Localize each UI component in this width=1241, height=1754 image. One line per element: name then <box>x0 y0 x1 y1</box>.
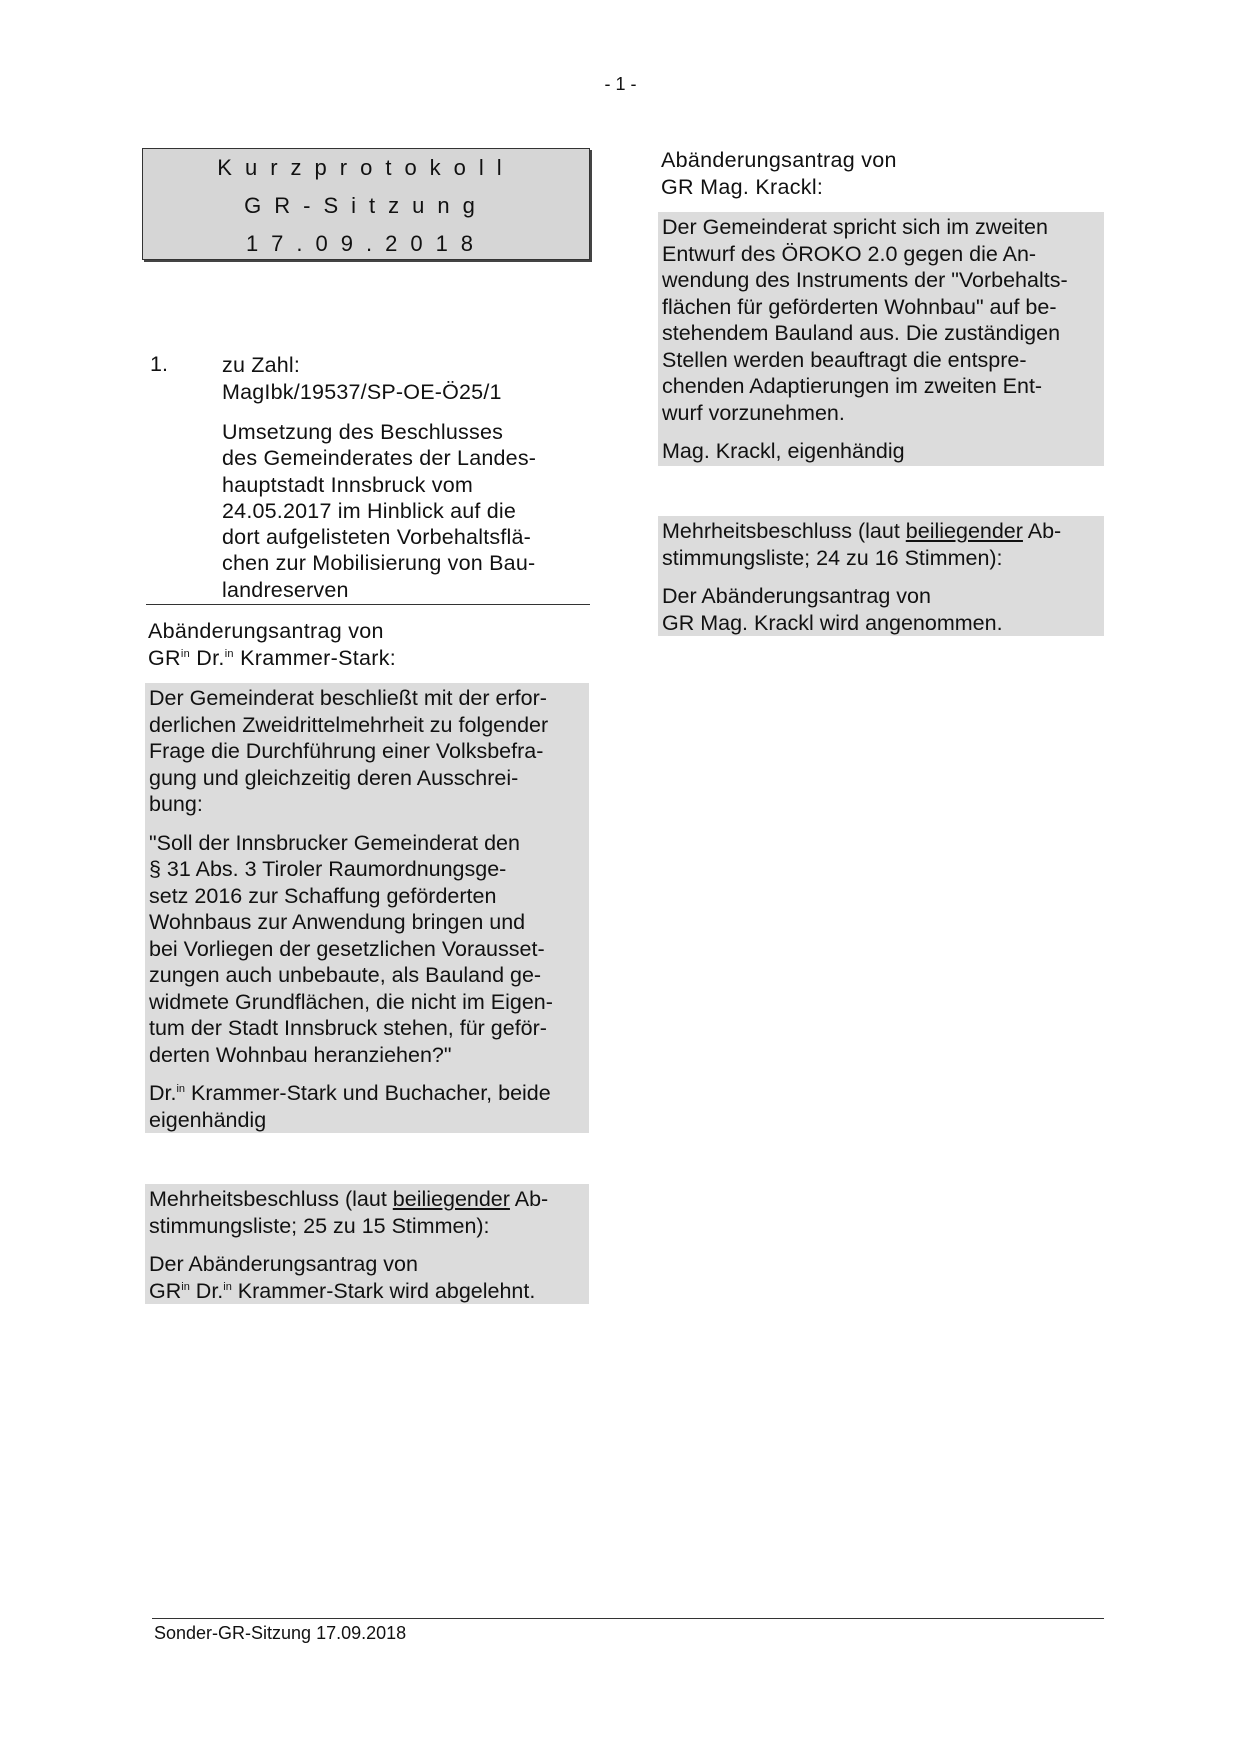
motion-line: wurf vorzunehmen. <box>662 400 845 425</box>
zahl-value: MagIbk/19537/SP-OE-Ö25/1 <box>222 379 502 404</box>
amendment-heading-line: $GR^{in}$ Dr.$^{in}$ Krammer-Stark: <box>148 645 397 670</box>
beiliegender-link: beiliegender <box>905 519 1023 543</box>
section-divider <box>146 604 590 605</box>
motion-line: Der Gemeinderat beschließt mit der erfor- <box>149 686 547 710</box>
question-line: bei Vorliegen der gesetzlichen Vorausset- <box>149 936 545 961</box>
question-line: widmete Grundflächen, die nicht im Eigen- <box>149 989 553 1014</box>
zahl-label: zu Zahl: <box>222 353 301 377</box>
question-line: setz 2016 zur Schaffung geförderten <box>149 883 497 908</box>
session-date: 17.09.2018 <box>245 231 487 256</box>
question-line: § 31 Abs. 3 Tiroler Raumordnungsge- <box>149 857 507 881</box>
footer-text: Sonder-GR-Sitzung 17.09.2018 <box>154 1623 407 1643</box>
agenda-item <box>222 352 582 603</box>
motion-line: wendung des Instruments der "Vorbehalts- <box>662 268 1068 292</box>
question-line: tum der Stadt Innsbruck stehen, für geför- <box>149 1016 547 1040</box>
question-line: derten Wohnbau heranziehen?" <box>149 1042 452 1067</box>
result-line: Der Abänderungsantrag von <box>149 1252 418 1276</box>
session-name: GR-Sitzung <box>244 193 488 218</box>
left-amendment-heading <box>148 618 588 671</box>
subject-line: 24.05.2017 im Hinblick auf die <box>222 498 517 523</box>
result-line: Der Abänderungsantrag von <box>662 584 931 608</box>
result-line: $GR^{in}$ Dr.$^{in}$ Krammer-Stark wird abgelehnt. <box>149 1278 536 1303</box>
question-line: Wohnbaus zur Anwendung bringen und <box>149 910 526 934</box>
title-heading: Kurzprotokoll <box>217 155 515 180</box>
right-decision <box>658 516 1104 636</box>
right-amendment-heading <box>661 147 1101 200</box>
decision-line: stimmungsliste; 24 zu 16 Stimmen): <box>662 545 1003 570</box>
left-amendment-motion <box>145 683 589 1133</box>
decision-line: Mehrheitsbeschluss (laut beiliegender Ab- <box>662 519 1062 543</box>
amendment-heading-line: Abänderungsantrag von <box>148 619 384 643</box>
motion-line: flächen für geförderten Wohnbau" auf be- <box>662 294 1057 319</box>
question-line: "Soll der Innsbrucker Gemeinderat den <box>149 830 520 855</box>
signature-line: Mag. Krackl, eigenhändig <box>662 439 905 463</box>
signature-line: eigenhändig <box>149 1107 267 1132</box>
decision-line: stimmungsliste; 25 zu 15 Stimmen): <box>149 1213 490 1238</box>
subject-line: Umsetzung des Beschlusses <box>222 420 504 444</box>
left-decision <box>145 1184 589 1304</box>
motion-line: Stellen werden beauftragt die entspre- <box>662 347 1027 372</box>
subject-line: dort aufgelisteten Vorbehaltsflä- <box>222 525 531 550</box>
amendment-heading-line: GR Mag. Krackl: <box>661 174 824 199</box>
motion-line: stehendem Bauland aus. Die zuständigen <box>662 321 1061 345</box>
subject-line: des Gemeinderates der Landes- <box>222 446 537 471</box>
result-line: GR Mag. Krackl wird angenommen. <box>662 610 1003 635</box>
question-line: zungen auch unbebaute, als Bauland ge- <box>149 963 542 987</box>
beiliegender-link: beiliegender <box>392 1187 510 1211</box>
subject-line: chen zur Mobilisierung von Bau- <box>222 551 536 576</box>
motion-line: gung und gleichzeitig deren Ausschrei- <box>149 765 519 790</box>
motion-line: chenden Adaptierungen im zweiten Ent- <box>662 374 1043 398</box>
decision-line: Mehrheitsbeschluss (laut beiliegender Ab- <box>149 1187 549 1211</box>
motion-line: Der Gemeinderat spricht sich im zweiten <box>662 215 1048 239</box>
page-number: - 1 - <box>604 74 637 94</box>
subject-line: hauptstadt Innsbruck vom <box>222 472 473 497</box>
motion-line: bung: <box>149 792 203 816</box>
motion-line: Entwurf des ÖROKO 2.0 gegen die An- <box>662 241 1037 266</box>
amendment-heading-line: Abänderungsantrag von <box>661 148 897 172</box>
footer-divider <box>152 1618 1104 1619</box>
signature-line: Dr.$^{in}$ Krammer-Stark und Buchacher, beide <box>149 1081 551 1105</box>
title-box <box>142 148 590 260</box>
agenda-item-number: 1. <box>150 352 168 376</box>
subject-line: landreserven <box>222 577 349 602</box>
motion-line: Frage die Durchführung einer Volksbefra- <box>149 739 544 763</box>
motion-line: derlichen Zweidrittelmehrheit zu folgender <box>149 712 549 737</box>
agenda-subject <box>222 419 582 603</box>
right-amendment-motion <box>658 212 1104 466</box>
